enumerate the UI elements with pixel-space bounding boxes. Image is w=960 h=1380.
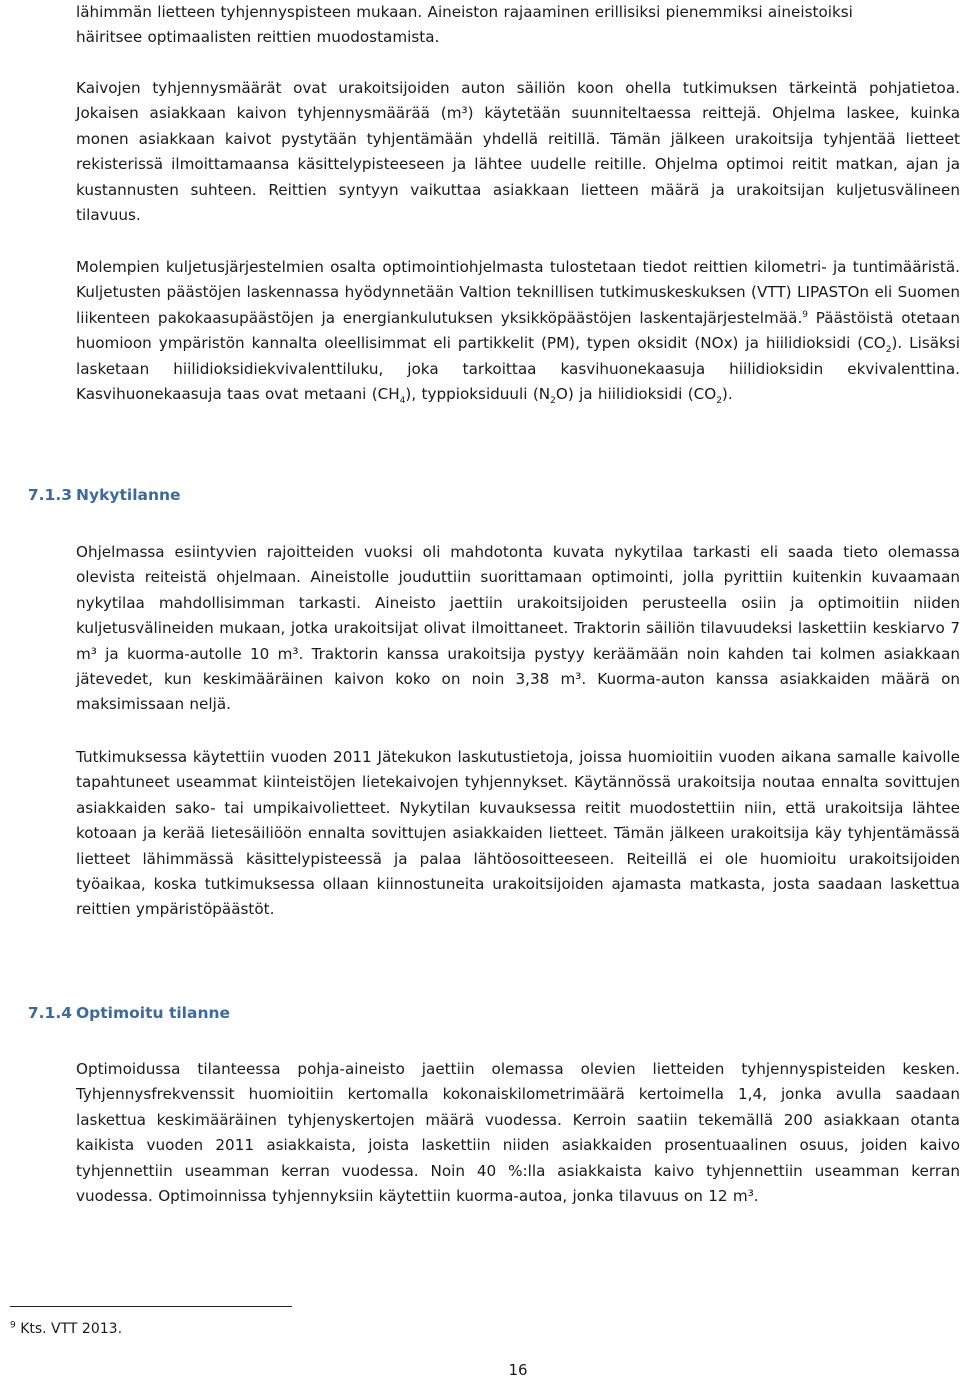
subscript: 2 <box>885 345 892 356</box>
sentence: Molempien kuljetusjärjestelmien osalta optimointiohjelmasta tulostetaan tiedot reittien kilometri- ja tuntimääristä. <box>76 258 960 276</box>
sentence: Kasvihuonekaasuja taas ovat metaani (CH <box>76 385 400 404</box>
footnote-mark: 9 <box>10 1320 16 1331</box>
sentence: Reittien syntyyn vaikuttaa asiakkaan lietteen määrä ja urakoitsijan kuljetusvälineen tilavuus. <box>76 180 960 225</box>
subscript: 4 <box>399 396 406 407</box>
sentence: Päästöistä otetaan huomioon ympäristön kannalta oleellisimmat eli partikkelit (PM), typen oksidit (NOx) ja hiilidioksidi (CO <box>76 308 960 353</box>
sentence: Tämän jälkeen urakoitsija käy tyhjentämässä lietteet lähimmässä käsittelypisteessä ja palaa lähtöosoitteeseen. <box>76 824 960 868</box>
sentence: Kerroin saatiin tekemällä 200 asiakkaan otanta kaikista vuoden 2011 asiakkaista, joista laskettiin niiden asiakkaiden prosentuaalinen osuus, joiden kaivo tyhjennettiin useamman kerran vuodessa. <box>76 1110 960 1180</box>
sentence: Optimoinnissa tyhjennyksiin käytettiin kuorma-autoa, jonka tilavuus on 12 m³. <box>158 1187 759 1206</box>
section-number: 7.1.4 <box>27 1004 72 1022</box>
sentence: Tutkimuksessa käytettiin vuoden 2011 Jätekukon laskutustietoja, joissa huomioitiin vuoden aikana samalle kaivolle tapahtuneet useammat kiinteistöjen lietekaivojen tyhjennykset. <box>76 748 960 792</box>
paragraph-laskutustiedot <box>76 745 960 923</box>
section-number: 7.1.3 <box>27 486 72 504</box>
paragraph-optimoitu <box>76 1057 960 1209</box>
sentence: Aineisto jaettiin urakoitsijoiden perusteella osiin ja optimoitiin niiden kuljetusvälineiden mukaan, jotka urakoitsijat olivat ilmoittaneet. <box>76 593 960 638</box>
page-number: 16 <box>508 1361 528 1379</box>
sentence: Tyhjennysfrekvenssit huomioitiin kertomalla kokonaiskilometrimäärä kertoimella 1,4, jonka avulla saadaan laskettua keskimääräinen tyhjenyskertojen määrä vuodessa. <box>76 1085 960 1129</box>
sentence: Ohjelmassa esiintyvien rajoitteiden vuoksi oli mahdotonta kuvata nykytilaa tarkasti eli saada tieto olemassa olevista reiteistä ohjelmaan. <box>76 543 960 587</box>
sentence: Jokaisen asiakkaan kaivon tyhjennysmäärää (m³) käytetään suunniteltaessa reittejä. <box>76 104 762 123</box>
paragraph-paastot <box>76 255 960 407</box>
section-heading-optimoitu-tilanne <box>27 1004 960 1030</box>
sentence: Kuorma-auton kanssa asiakkaiden määrä on maksimissaan neljä. <box>76 670 960 714</box>
sentence: Ohjelma laskee, kuinka monen asiakkaan kaivot pystytään tyhjentämään yhdellä reitillä. <box>76 104 960 148</box>
footnote <box>10 1318 122 1340</box>
sentence: Tämän jälkeen urakoitsija tyhjentää lietteet rekisterissä ilmoittamaansa käsittelypisteeseen ja lähtee uudelle reitille. <box>76 129 960 174</box>
sentence: Kaivojen tyhjennysmäärät ovat urakoitsijoiden auton säiliön koon ohella tutkimuksen tärkeintä pohjatietoa. <box>76 79 960 97</box>
section-title: Nykytilanne <box>76 486 181 504</box>
paragraph-nykytilanne <box>76 540 960 718</box>
subscript: 2 <box>716 396 722 407</box>
sentence-part: O) ja hiilidioksidi (CO <box>555 385 717 404</box>
sentence: Lisäksi lasketaan hiilidioksidiekvivalenttiluku, joka tarkoittaa kasvihuonekaasuja hiilidioksidin ekvivalenttina. <box>76 334 960 378</box>
sentence-part: ), typpioksiduuli (N <box>405 385 551 404</box>
paragraph-continued <box>76 0 960 51</box>
sentence: Nykytilan kuvauksessa reitit muodostettiin niin, että urakoitsija lähtee kotoaan ja kerää lietesäiliöön ennalta sovittujen asiakkaiden lietteet. <box>76 798 960 843</box>
subscript: 2 <box>550 396 556 407</box>
sentence: Käytännössä urakoitsija noutaa ennalta sovittujen asiakkaiden sako- tai umpikaivolietteet. <box>76 773 960 817</box>
sentence: Traktorin säiliön tilavuudeksi laskettiin keskiarvo 7 m³ ja kuorma-autolle 10 m³. <box>76 619 960 663</box>
section-title: Optimoitu tilanne <box>76 1004 231 1022</box>
footnote-separator <box>10 1306 292 1307</box>
sentence-tail: ). <box>891 334 903 353</box>
sentence-tail: ). <box>721 385 733 404</box>
sentence: Traktorin kanssa urakoitsija pystyy keräämään noin kahden tai kolmen asiakkaan jätevedet, kun keskimääräinen kaivon koko on noin 3,38 m³. <box>76 644 960 689</box>
footnote-reference[interactable]: 9 <box>802 309 808 320</box>
para1-line1: lähimmän lietteen tyhjennyspisteen mukaan. Aineiston rajaaminen erillisiksi pienemmiksi aineistoiksi <box>76 3 853 21</box>
sentence: Reiteillä ei ole huomioitu urakoitsijoiden työaikaa, koska tutkimuksessa ollaan kiinnostuneita urakoitsijoiden ajamasta matkasta, josta saadaan laskettua reittien ympäristöpäästöt. <box>76 849 960 919</box>
sentence: Optimoidussa tilanteessa pohja-aineisto jaettiin olemassa olevien lietteiden tyhjennyspisteiden kesken. <box>76 1060 960 1078</box>
sentence: Ohjelma optimoi reitit matkan, ajan ja kustannusten suhteen. <box>76 155 960 199</box>
sentence: Kuljetusten päästöjen laskennassa hyödynnetään Valtion teknillisen tutkimuskeskuksen (VTT) LIPASTOn eli Suomen liikenteen pakokaasupäästöjen ja energiankulutuksen yksikköpäästöjen laskentajärjestelmää. <box>76 283 960 327</box>
footnote-text: Kts. VTT 2013. <box>20 1321 123 1337</box>
paragraph-tyhjennysmaarat <box>76 76 960 228</box>
sentence: Aineistolle jouduttiin suorittamaan optimointi, jolla pyrittiin kuitenkin kuvaamaan nykytilaa mahdollisimman tarkasti. <box>76 568 960 612</box>
para1-line2: häiritsee optimaalisten reittien muodostamista. <box>76 28 440 47</box>
section-heading-nykytilanne <box>27 486 960 512</box>
sentence: Noin 40 %:lla asiakkaista kaivo tyhjennettiin useamman kerran vuodessa. <box>76 1161 960 1206</box>
